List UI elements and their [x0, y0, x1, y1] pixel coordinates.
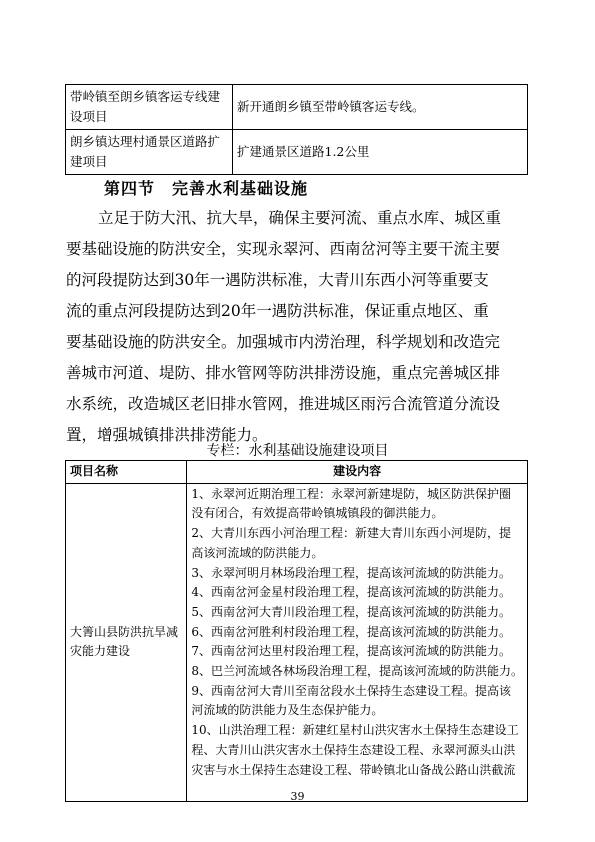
content-line: 没有闭合，有效提高带岭镇城镇段的御洪能力。 — [191, 506, 444, 521]
text-line: 流的重点河段提防达到20年一遇防洪标准，保证重点地区、重 — [66, 302, 489, 320]
content-line: 10、山洪治理工程：新建红星村山洪灾害水土保持生态建设工 — [191, 723, 519, 738]
text-line: 要基础设施的防洪安全。加强城市内涝治理，科学规划和改造完 — [66, 333, 501, 351]
project-content-cell: 扩建通景区道路1.2公里 — [233, 130, 528, 175]
water-projects-table — [65, 460, 528, 802]
page-number: 39 — [290, 790, 305, 803]
text-line: 设项目 — [70, 109, 108, 124]
content-line: 3、永翠河明月林场段治理工程，提高该河流域的防洪能力。 — [191, 565, 511, 580]
section-paragraph — [66, 203, 528, 451]
transport-projects-table — [65, 84, 528, 175]
content-line: 灾害与水土保持生态建设工程、带岭镇北山备战公路山洪截流 — [191, 762, 516, 777]
content-line: 7、西南岔河达里村段治理工程，提高该河流域的防洪能力。 — [191, 644, 511, 659]
text-line: 朗乡镇达理村通景区道路扩 — [70, 134, 221, 149]
text-line: 的河段提防达到30年一遇防洪标准，大青川东西小河等重要支 — [66, 271, 489, 289]
content-line: 程、大青川山洪灾害水土保持生态建设工程、永翠河源头山洪 — [191, 742, 516, 757]
content-line: 5、西南岔河大青川段治理工程，提高该河流域的防洪能力。 — [191, 604, 511, 619]
table-row — [66, 85, 528, 130]
content-line: 2、大青川东西小河治理工程：新建大青川东西小河堤防，提 — [191, 526, 511, 541]
text-line: 带岭镇至朗乡镇客运专线建 — [70, 89, 221, 104]
content-line: 8、巴兰河流域各林场段治理工程，提高该河流域的防洪能力。 — [191, 664, 523, 679]
content-line: 9、西南岔河大青川至南岔段水土保持生态建设工程。提高该 — [191, 683, 511, 698]
content-line: 4、西南岔河金星村段治理工程，提高该河流域的防洪能力。 — [191, 585, 511, 600]
text-line: 水系统，改造城区老旧排水管网，推进城区雨污合流管道分流设 — [66, 395, 501, 413]
project-content-cell — [187, 483, 528, 801]
table-row — [66, 483, 528, 801]
project-name-cell — [66, 85, 233, 130]
text-line: 建项目 — [70, 154, 108, 169]
table-row — [66, 130, 528, 175]
text-line: 立足于防大汛、抗大旱，确保主要河流、重点水库、城区重 — [98, 209, 502, 227]
project-name-cell — [66, 483, 187, 801]
text-line: 置，增强城镇排洪排涝能力。 — [66, 426, 268, 444]
text-line: 善城市河道、堤防、排水管网等防洪排涝设施，重点完善城区排 — [66, 364, 501, 382]
table-header-row — [66, 461, 528, 484]
text-line: 灾能力建设 — [70, 644, 131, 659]
column-header-content: 建设内容 — [187, 461, 528, 484]
text-line: 要基础设施的防洪安全，实现永翠河、西南岔河等主要干流主要 — [66, 240, 501, 258]
content-line: 高该河流域的防洪能力。 — [191, 545, 324, 560]
content-line: 河流域的防洪能力及生态保护能力。 — [191, 703, 384, 718]
text-line: 大箐山县防洪抗旱减 — [70, 624, 179, 639]
content-line: 6、西南岔河胜利村段治理工程，提高该河流域的防洪能力。 — [191, 624, 511, 639]
table-caption: 专栏：水利基础设施建设项目 — [206, 443, 389, 459]
content-line: 1、永翠河近期治理工程：永翠河新建堤防，城区防洪保护圈 — [191, 486, 511, 501]
project-content-cell: 新开通朗乡镇至带岭镇客运专线。 — [233, 85, 528, 130]
column-header-name: 项目名称 — [66, 461, 187, 484]
project-name-cell — [66, 130, 233, 175]
section-title: 第四节 完善水利基础设施 — [104, 179, 309, 198]
